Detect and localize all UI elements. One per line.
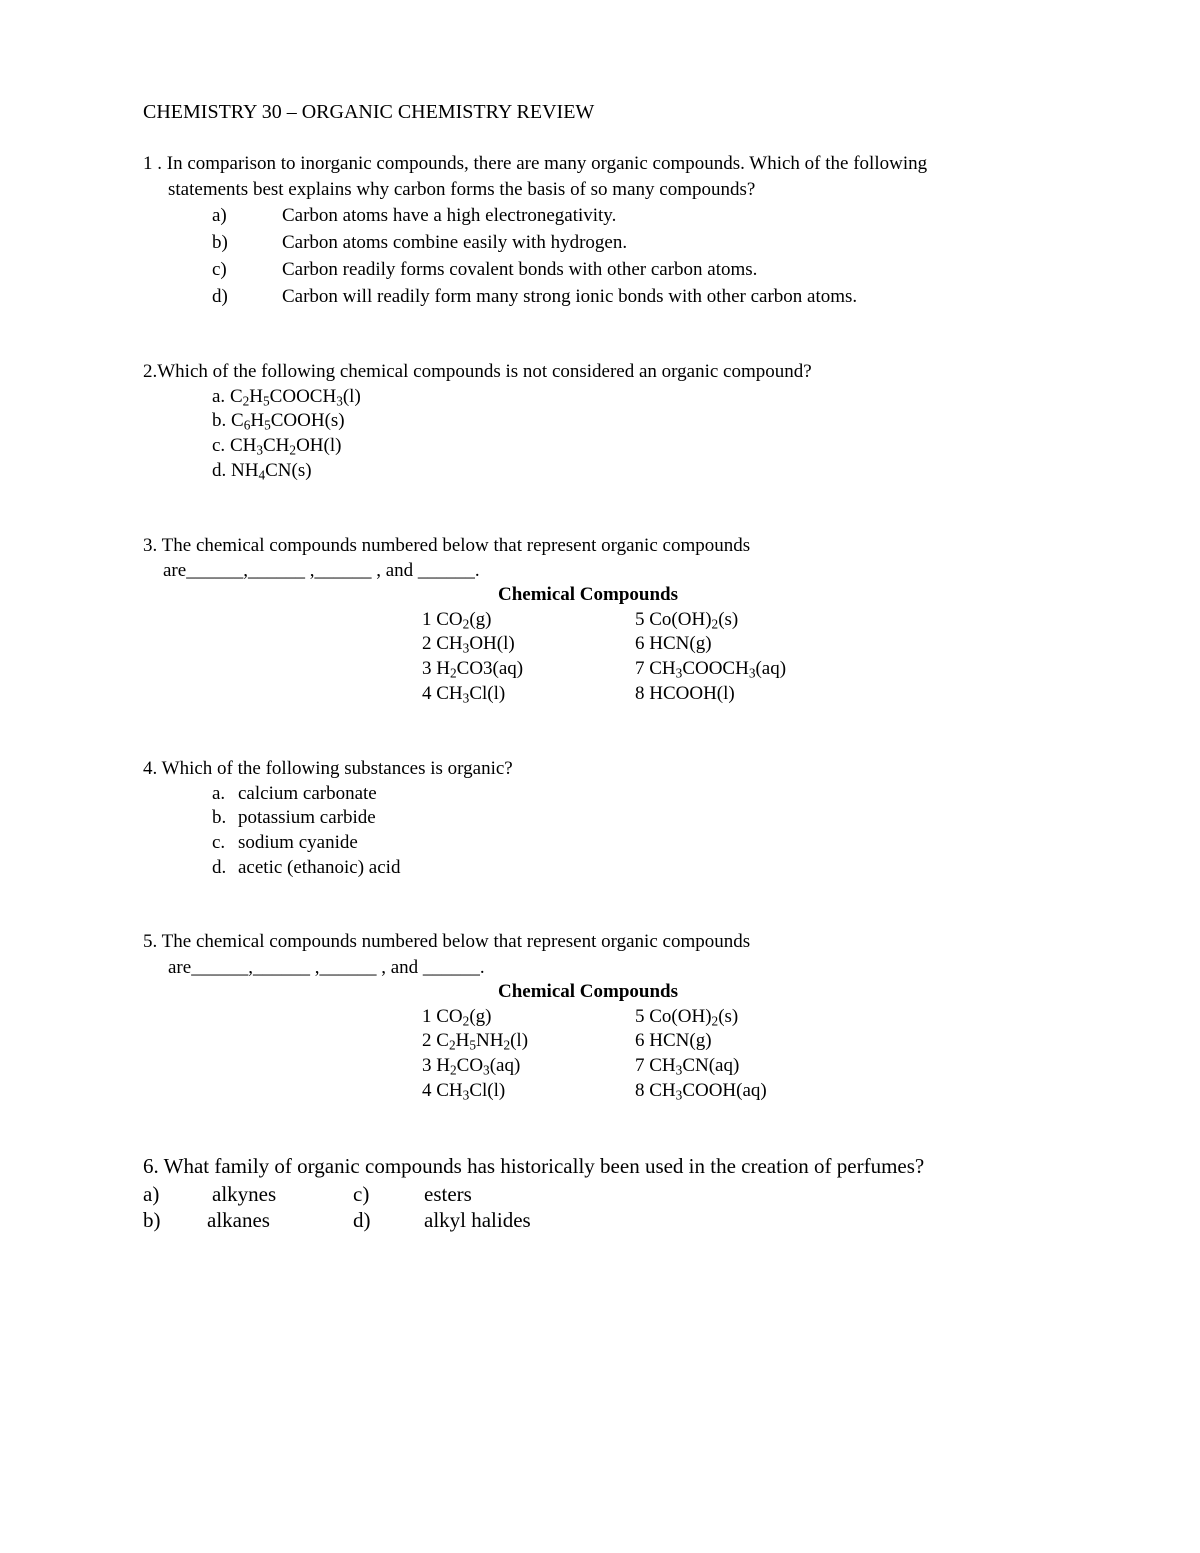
q4-option-c-text: sodium cyanide xyxy=(238,832,358,853)
q5-table-title: Chemical Compounds xyxy=(498,981,678,1002)
q3-compound-7: 7 $CH_3COOCH_3(aq)$ xyxy=(635,658,787,681)
q6-option-d-text: alkyl halides xyxy=(424,1208,531,1232)
q5-compound-2: 2 $C_2H_5NH_2(l)$ xyxy=(422,1030,529,1053)
q4-option-a-letter: a. xyxy=(212,783,226,804)
q1-option-d-text: Carbon will readily form many strong ionic bonds with other carbon atoms. xyxy=(282,286,858,307)
q5-compound-4: 4 $CH_3Cl(l)$ xyxy=(422,1080,506,1103)
q2-option-b: b. $C_6H_5COOH(s)$ xyxy=(212,410,345,433)
question-5-blanks: are______,______ ,______ , and ______. xyxy=(168,957,485,978)
q3-compound-1: 1 $CO_2(g)$ xyxy=(422,609,492,632)
q1-option-a-letter: a) xyxy=(212,205,227,226)
q3-compound-6: 6 HCN(g) xyxy=(635,633,712,654)
page-title: CHEMISTRY 30 – ORGANIC CHEMISTRY REVIEW xyxy=(143,101,595,123)
q4-option-d-text: acetic (ethanoic) acid xyxy=(238,857,401,878)
q3-table-title: Chemical Compounds xyxy=(498,584,678,605)
q1-option-d-letter: d) xyxy=(212,286,228,307)
question-3-blanks: are______,______ ,______ , and ______. xyxy=(163,560,480,581)
q5-compound-7: 7 $CH_3CN(aq)$ xyxy=(635,1055,740,1078)
q3-compound-3: 3 $H_2CO3(aq)$ xyxy=(422,658,524,681)
q3-compound-4: 4 $CH_3Cl(l)$ xyxy=(422,683,506,706)
q6-option-c-text: esters xyxy=(424,1182,472,1206)
question-3-line-1: 3. The chemical compounds numbered below that represent organic compounds xyxy=(143,535,751,556)
q5-compound-6: 6 HCN(g) xyxy=(635,1030,712,1051)
question-2-text: 2.Which of the following chemical compounds is not considered an organic compound? xyxy=(143,361,812,382)
q1-option-b-text: Carbon atoms combine easily with hydrogen. xyxy=(282,232,628,253)
q4-option-b-letter: b. xyxy=(212,807,227,828)
q2-option-a: a. $C_2H_5COOCH_3(l)$ xyxy=(212,386,361,409)
question-6-text: 6. What family of organic compounds has historically been used in the creation of perfumes? xyxy=(143,1154,925,1178)
q3-compound-2: 2 $CH_3OH(l)$ xyxy=(422,633,515,656)
q4-option-a-text: calcium carbonate xyxy=(238,783,377,804)
q1-option-b-letter: b) xyxy=(212,232,228,253)
q6-option-a-letter: a) xyxy=(143,1182,160,1206)
q5-compound-8: 8 $CH_3COOH(aq)$ xyxy=(635,1080,767,1103)
q1-option-a-text: Carbon atoms have a high electronegativity. xyxy=(282,205,617,226)
q2-option-c: c. $CH_3CH_2OH(l)$ xyxy=(212,435,342,458)
q3-compound-8: 8 HCOOH(l) xyxy=(635,683,735,704)
question-1-line-1: 1 . In comparison to inorganic compounds, there are many organic compounds. Which of the following xyxy=(143,153,928,174)
question-5-line-1: 5. The chemical compounds numbered below that represent organic compounds xyxy=(143,931,751,952)
q5-compound-5: 5 $Co(OH)_2(s)$ xyxy=(635,1006,739,1029)
q4-option-b-text: potassium carbide xyxy=(238,807,376,828)
q6-option-c-letter: c) xyxy=(353,1182,370,1206)
q4-option-d-letter: d. xyxy=(212,857,227,878)
q6-option-d-letter: d) xyxy=(353,1208,371,1232)
q1-option-c-letter: c) xyxy=(212,259,227,280)
question-4-text: 4. Which of the following substances is organic? xyxy=(143,758,513,779)
q5-compound-1: 1 $CO_2(g)$ xyxy=(422,1006,492,1029)
q6-option-a-text: alkynes xyxy=(212,1182,277,1206)
q6-option-b-letter: b) xyxy=(143,1208,161,1232)
q2-option-d: d. $NH_4CN(s)$ xyxy=(212,460,312,483)
question-1-line-2: statements best explains why carbon forms the basis of so many compounds? xyxy=(168,179,756,200)
q3-compound-5: 5 $Co(OH)_2(s)$ xyxy=(635,609,739,632)
q5-compound-3: 3 $H_2CO_3(aq)$ xyxy=(422,1055,521,1078)
q4-option-c-letter: c. xyxy=(212,832,226,853)
q1-option-c-text: Carbon readily forms covalent bonds with other carbon atoms. xyxy=(282,259,758,280)
q6-option-b-text: alkanes xyxy=(207,1208,270,1232)
